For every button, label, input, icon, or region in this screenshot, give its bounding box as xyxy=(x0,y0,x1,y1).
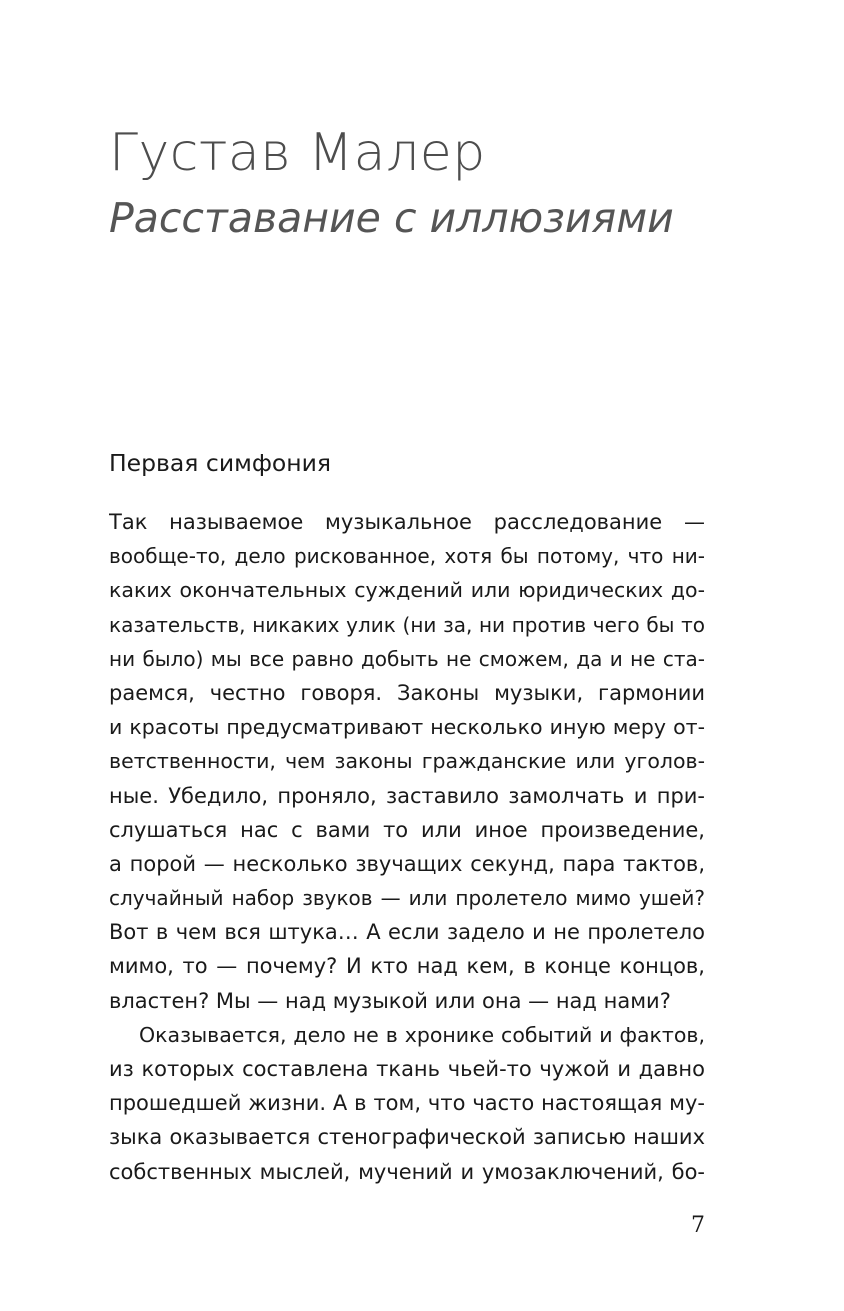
text-line: собственных мыслей, мучений и умозаключений, бо- xyxy=(109,1159,705,1184)
text-line: ветственности, чем законы гражданские или уголов- xyxy=(109,749,705,774)
text-line: из которых составлена ткань чьей-то чужой и давно xyxy=(109,1057,705,1081)
text-line: ни было) мы все равно добыть не сможем, да и не ста- xyxy=(109,646,705,671)
text-line: прошедшей жизни. А в том, что часто настоящая му- xyxy=(109,1091,705,1116)
text-line: мимо, то — почему? И кто над кем, в конце концов, xyxy=(109,954,705,979)
text-line: случайный набор звуков — или пролетело мимо ушей? xyxy=(109,886,705,911)
text-line: казательств, никаких улик (ни за, ни против чего бы то xyxy=(109,612,705,637)
text-line: Вот в чем вся штука… А если задело и не пролетело xyxy=(109,920,705,945)
text-line: властен? Мы — над музыкой или она — над нами? xyxy=(109,988,671,1013)
text-line: раемся, честно говоря. Законы музыки, гармонии xyxy=(109,680,705,705)
page-number: 7 xyxy=(691,1213,705,1238)
text-line: и красоты предусматривают несколько иную меру от- xyxy=(109,715,705,740)
author-name: Густав Малер xyxy=(109,123,486,183)
text-line: зыка оказывается стенографической записью наших xyxy=(109,1125,705,1150)
text-line: ные. Убедило, проняло, заставило замолчать и при- xyxy=(109,783,705,808)
text-line: Так называемое музыкальное расследование — xyxy=(109,510,705,534)
text-line: а порой — несколько звучащих секунд, пара тактов, xyxy=(109,851,705,876)
body-text xyxy=(109,505,705,1189)
book-title: Расставание с иллюзиями xyxy=(109,194,674,242)
text-line: каких окончательных суждений или юридических до- xyxy=(109,578,705,603)
text-line: слушаться нас с вами то или иное произведение, xyxy=(109,817,705,842)
section-title: Первая симфония xyxy=(109,449,332,477)
text-line: Оказывается, дело не в хронике событий и фактов, xyxy=(139,1022,705,1047)
text-line: вообще-то, дело рискованное, хотя бы потому, что ни- xyxy=(109,544,705,569)
